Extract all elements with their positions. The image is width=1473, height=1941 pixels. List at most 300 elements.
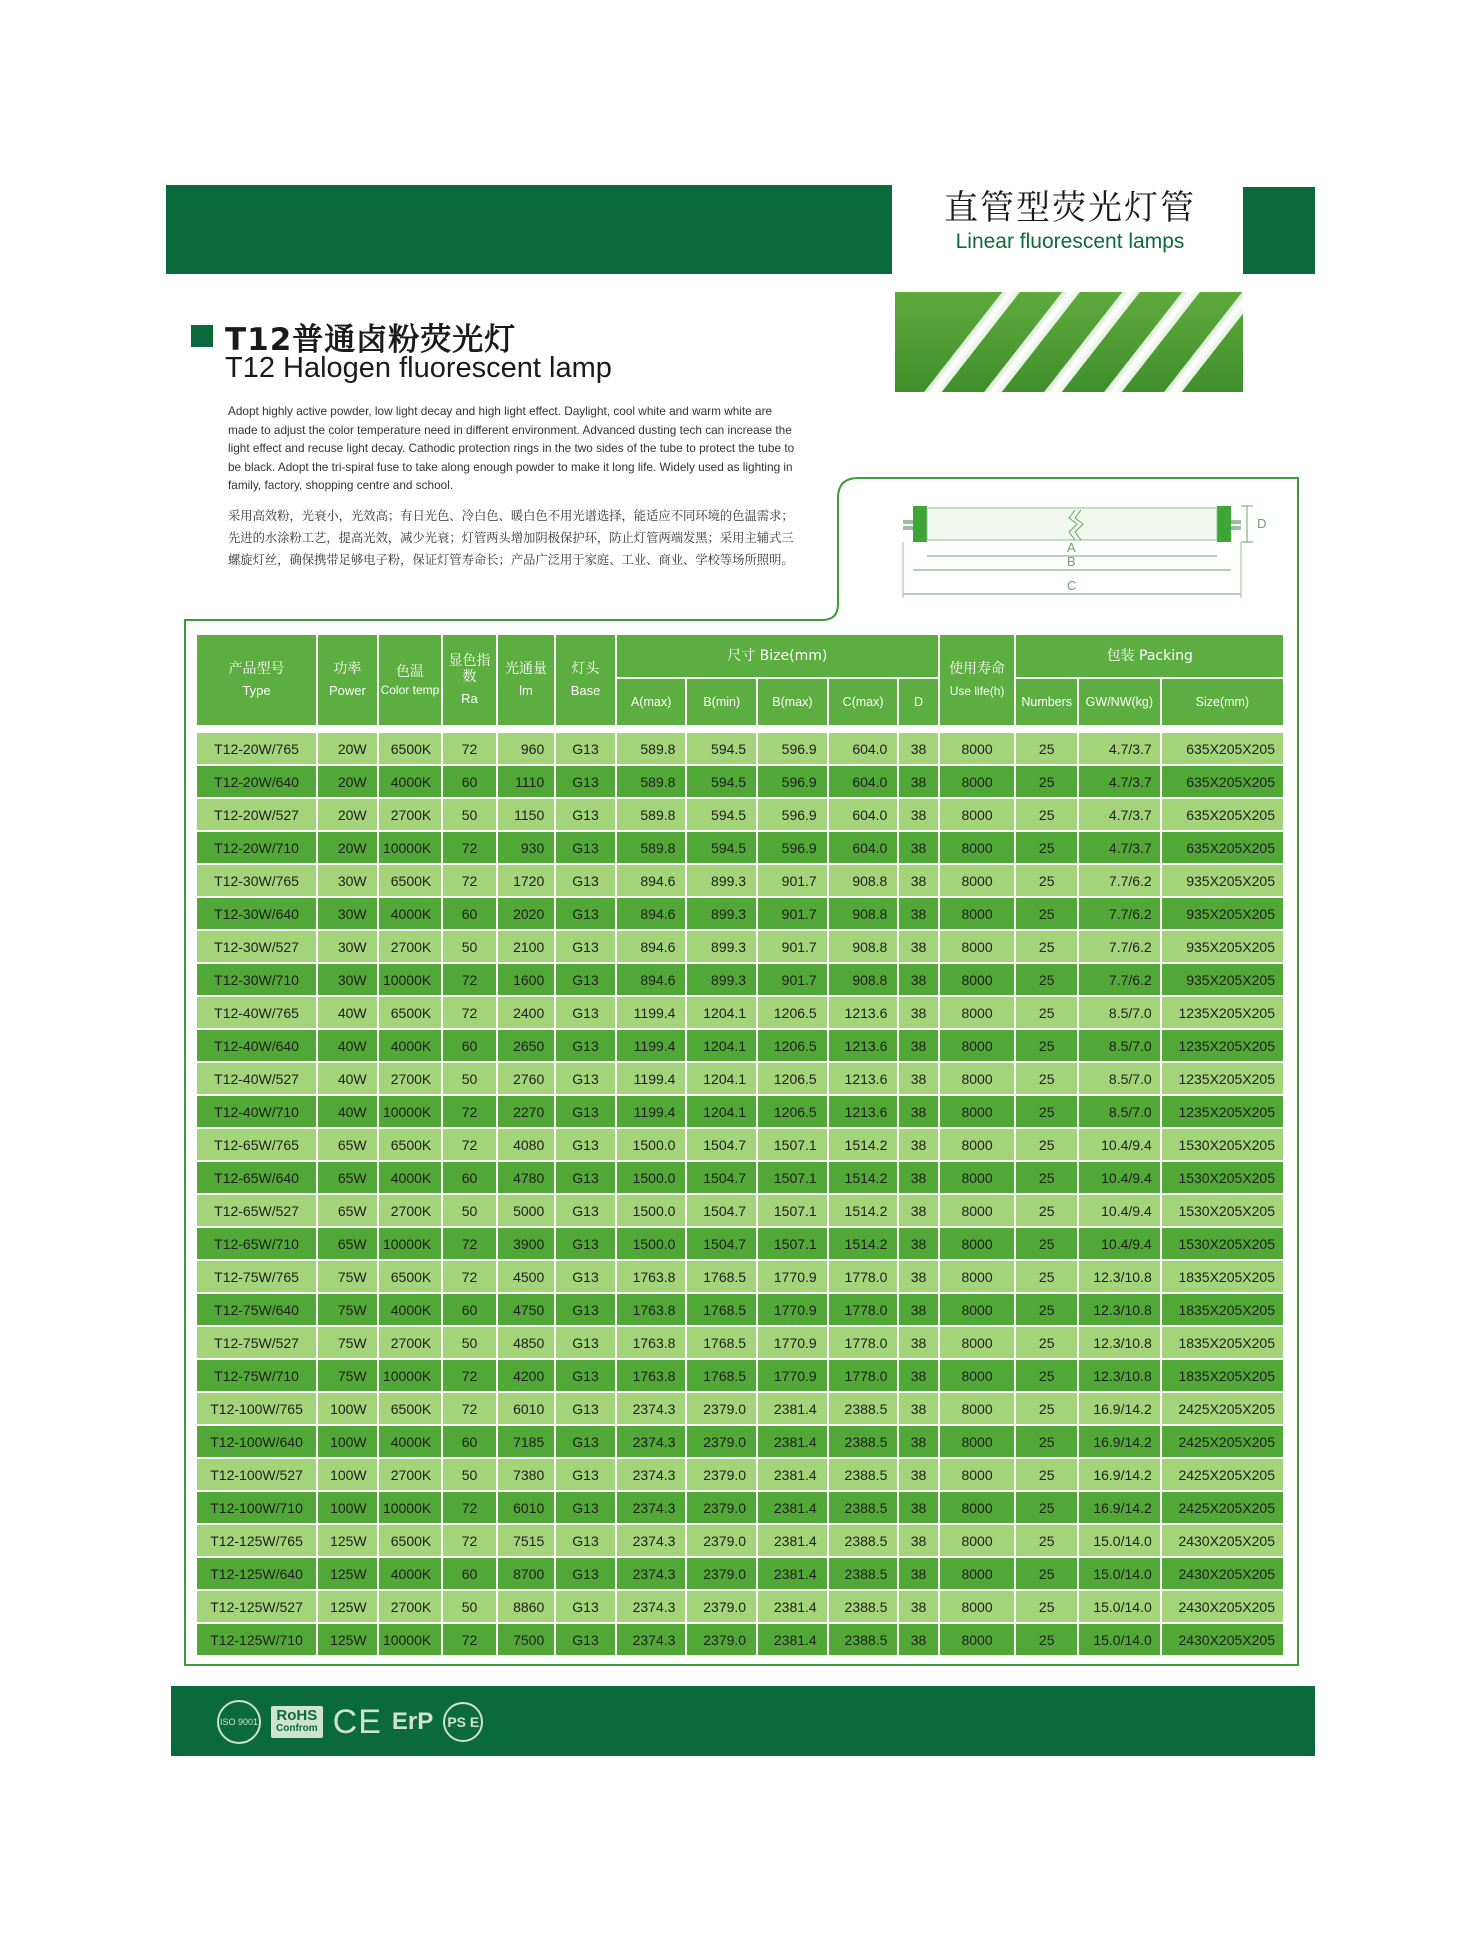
cell-b-min: 1504.7 — [687, 1129, 756, 1160]
cell-gw-nw: 4.7/3.7 — [1079, 832, 1160, 863]
cell-lumen: 1720 — [498, 865, 555, 896]
cell-lumen: 6010 — [498, 1393, 555, 1424]
cell-use-life: 8000 — [940, 832, 1015, 863]
cell-numbers: 25 — [1016, 865, 1077, 896]
cell-power: 40W — [318, 1063, 377, 1094]
cell-pack-size: 2425X205X205 — [1162, 1426, 1283, 1457]
cell-b-min: 1504.7 — [687, 1195, 756, 1226]
cell-type: T12-30W/765 — [197, 865, 316, 896]
col-use-life: 使用寿命 Use life(h) — [940, 635, 1015, 725]
cell-color-temp: 2700K — [379, 1063, 442, 1094]
cell-pack-size: 935X205X205 — [1162, 865, 1283, 896]
cell-gw-nw: 4.7/3.7 — [1079, 766, 1160, 797]
cell-power: 40W — [318, 1030, 377, 1061]
cell-c-max: 908.8 — [829, 898, 898, 929]
cell-b-max: 1507.1 — [758, 1162, 827, 1193]
cell-d: 38 — [899, 1525, 937, 1556]
cell-use-life: 8000 — [940, 1426, 1015, 1457]
cell-type: T12-20W/710 — [197, 832, 316, 863]
col-gw-nw: GW/NW(kg) — [1079, 679, 1160, 725]
cell-gw-nw: 7.7/6.2 — [1079, 931, 1160, 962]
cell-color-temp: 2700K — [379, 931, 442, 962]
cell-use-life: 8000 — [940, 1591, 1015, 1622]
cell-c-max: 1213.6 — [829, 1030, 898, 1061]
cell-c-max: 2388.5 — [829, 1558, 898, 1589]
cell-pack-size: 2430X205X205 — [1162, 1525, 1283, 1556]
cell-c-max: 1514.2 — [829, 1129, 898, 1160]
cell-b-min: 1768.5 — [687, 1360, 756, 1391]
cell-ra: 60 — [443, 1426, 495, 1457]
cell-b-min: 1768.5 — [687, 1327, 756, 1358]
cell-gw-nw: 10.4/9.4 — [1079, 1129, 1160, 1160]
cell-b-min: 594.5 — [687, 799, 756, 830]
cell-color-temp: 6500K — [379, 1393, 442, 1424]
cell-color-temp: 6500K — [379, 1261, 442, 1292]
cell-a-max: 589.8 — [617, 766, 686, 797]
cell-color-temp: 4000K — [379, 1294, 442, 1325]
cell-lumen: 2400 — [498, 997, 555, 1028]
cell-c-max: 604.0 — [829, 799, 898, 830]
cell-ra: 50 — [443, 799, 495, 830]
cell-power: 125W — [318, 1591, 377, 1622]
cell-ra: 60 — [443, 1294, 495, 1325]
cell-c-max: 908.8 — [829, 865, 898, 896]
cell-lumen: 2020 — [498, 898, 555, 929]
cell-lumen: 7380 — [498, 1459, 555, 1490]
cell-ra: 60 — [443, 1162, 495, 1193]
cell-c-max: 604.0 — [829, 766, 898, 797]
cell-gw-nw: 15.0/14.0 — [1079, 1525, 1160, 1556]
cell-pack-size: 2425X205X205 — [1162, 1393, 1283, 1424]
cell-pack-size: 1235X205X205 — [1162, 997, 1283, 1028]
cell-power: 75W — [318, 1327, 377, 1358]
cell-type: T12-30W/640 — [197, 898, 316, 929]
cell-pack-size: 935X205X205 — [1162, 931, 1283, 962]
cell-b-min: 2379.0 — [687, 1459, 756, 1490]
cell-gw-nw: 16.9/14.2 — [1079, 1492, 1160, 1523]
cell-pack-size: 635X205X205 — [1162, 766, 1283, 797]
erp-logo: ErP — [391, 1708, 434, 1735]
tube-cap-right — [1217, 506, 1231, 542]
cell-base: G13 — [556, 1525, 615, 1556]
cell-base: G13 — [556, 1030, 615, 1061]
table-row — [197, 1393, 1283, 1424]
cell-gw-nw: 16.9/14.2 — [1079, 1426, 1160, 1457]
cell-lumen: 4080 — [498, 1129, 555, 1160]
cell-ra: 50 — [443, 1459, 495, 1490]
cell-gw-nw: 15.0/14.0 — [1079, 1624, 1160, 1655]
cell-color-temp: 10000K — [379, 1096, 442, 1127]
cell-b-max: 1206.5 — [758, 1063, 827, 1094]
cell-use-life: 8000 — [940, 1459, 1015, 1490]
cell-b-max: 2381.4 — [758, 1624, 827, 1655]
cell-use-life: 8000 — [940, 1492, 1015, 1523]
cell-ra: 50 — [443, 1195, 495, 1226]
table-row — [197, 964, 1283, 995]
label-c: C — [1067, 578, 1077, 593]
cell-type: T12-100W/527 — [197, 1459, 316, 1490]
cell-b-max: 2381.4 — [758, 1558, 827, 1589]
spec-table-container — [195, 633, 1285, 1657]
cell-ra: 72 — [443, 865, 495, 896]
cell-color-temp: 4000K — [379, 1162, 442, 1193]
cell-power: 100W — [318, 1426, 377, 1457]
cell-lumen: 4200 — [498, 1360, 555, 1391]
cell-type: T12-125W/765 — [197, 1525, 316, 1556]
cell-color-temp: 2700K — [379, 1327, 442, 1358]
table-row — [197, 1228, 1283, 1259]
cell-b-min: 2379.0 — [687, 1591, 756, 1622]
cell-d: 38 — [899, 1393, 937, 1424]
cell-a-max: 2374.3 — [617, 1459, 686, 1490]
cell-d: 38 — [899, 766, 937, 797]
cell-ra: 72 — [443, 1624, 495, 1655]
cell-ra: 50 — [443, 1063, 495, 1094]
cell-b-min: 2379.0 — [687, 1393, 756, 1424]
cell-a-max: 894.6 — [617, 865, 686, 896]
cell-base: G13 — [556, 799, 615, 830]
cell-pack-size: 635X205X205 — [1162, 733, 1283, 764]
cell-numbers: 25 — [1016, 766, 1077, 797]
cell-gw-nw: 4.7/3.7 — [1079, 799, 1160, 830]
cell-d: 38 — [899, 1459, 937, 1490]
cell-a-max: 1199.4 — [617, 1030, 686, 1061]
cell-a-max: 589.8 — [617, 799, 686, 830]
category-title-en: Linear fluorescent lamps — [955, 230, 1185, 253]
col-power: 功率 Power — [318, 635, 377, 725]
cell-power: 75W — [318, 1294, 377, 1325]
cell-pack-size: 1530X205X205 — [1162, 1195, 1283, 1226]
table-row — [197, 898, 1283, 929]
cell-lumen: 1150 — [498, 799, 555, 830]
cell-gw-nw: 10.4/9.4 — [1079, 1228, 1160, 1259]
cell-b-max: 596.9 — [758, 766, 827, 797]
cell-pack-size: 2425X205X205 — [1162, 1459, 1283, 1490]
cell-power: 65W — [318, 1162, 377, 1193]
cell-numbers: 25 — [1016, 733, 1077, 764]
cell-base: G13 — [556, 1129, 615, 1160]
cell-pack-size: 1530X205X205 — [1162, 1228, 1283, 1259]
cell-lumen: 7185 — [498, 1426, 555, 1457]
cell-pack-size: 1235X205X205 — [1162, 1096, 1283, 1127]
cell-type: T12-75W/527 — [197, 1327, 316, 1358]
cell-c-max: 1514.2 — [829, 1162, 898, 1193]
cell-a-max: 2374.3 — [617, 1525, 686, 1556]
cell-b-min: 2379.0 — [687, 1525, 756, 1556]
tube-cap-left — [913, 506, 927, 542]
cell-gw-nw: 7.7/6.2 — [1079, 964, 1160, 995]
table-row — [197, 1162, 1283, 1193]
cell-numbers: 25 — [1016, 898, 1077, 929]
cell-use-life: 8000 — [940, 1096, 1015, 1127]
cell-color-temp: 6500K — [379, 1129, 442, 1160]
cell-a-max: 2374.3 — [617, 1492, 686, 1523]
cell-d: 38 — [899, 931, 937, 962]
cell-use-life: 8000 — [940, 733, 1015, 764]
cell-type: T12-125W/710 — [197, 1624, 316, 1655]
cell-b-max: 901.7 — [758, 865, 827, 896]
cell-use-life: 8000 — [940, 1360, 1015, 1391]
cell-base: G13 — [556, 997, 615, 1028]
cell-c-max: 1778.0 — [829, 1261, 898, 1292]
cell-pack-size: 935X205X205 — [1162, 964, 1283, 995]
cell-power: 125W — [318, 1624, 377, 1655]
cell-color-temp: 4000K — [379, 766, 442, 797]
rohs-logo: RoHS Confrom — [271, 1706, 323, 1738]
cell-b-min: 899.3 — [687, 898, 756, 929]
cell-type: T12-40W/710 — [197, 1096, 316, 1127]
cell-type: T12-20W/640 — [197, 766, 316, 797]
cell-type: T12-125W/640 — [197, 1558, 316, 1589]
cell-a-max: 2374.3 — [617, 1393, 686, 1424]
col-type: 产品型号 Type — [197, 635, 316, 725]
cell-use-life: 8000 — [940, 1393, 1015, 1424]
cell-numbers: 25 — [1016, 1393, 1077, 1424]
cell-gw-nw: 16.9/14.2 — [1079, 1393, 1160, 1424]
cell-lumen: 8700 — [498, 1558, 555, 1589]
cell-pack-size: 635X205X205 — [1162, 832, 1283, 863]
cell-a-max: 1763.8 — [617, 1327, 686, 1358]
table-row — [197, 1459, 1283, 1490]
cell-numbers: 25 — [1016, 1426, 1077, 1457]
cell-d: 38 — [899, 1096, 937, 1127]
cell-pack-size: 2430X205X205 — [1162, 1591, 1283, 1622]
cell-b-min: 2379.0 — [687, 1426, 756, 1457]
cell-use-life: 8000 — [940, 1327, 1015, 1358]
cell-color-temp: 10000K — [379, 964, 442, 995]
cell-lumen: 2270 — [498, 1096, 555, 1127]
cell-c-max: 908.8 — [829, 964, 898, 995]
cell-b-min: 1504.7 — [687, 1228, 756, 1259]
cell-d: 38 — [899, 1228, 937, 1259]
cell-b-max: 1206.5 — [758, 997, 827, 1028]
cell-lumen: 4850 — [498, 1327, 555, 1358]
cell-use-life: 8000 — [940, 766, 1015, 797]
cell-a-max: 589.8 — [617, 832, 686, 863]
cell-c-max: 2388.5 — [829, 1591, 898, 1622]
cell-a-max: 894.6 — [617, 931, 686, 962]
cell-numbers: 25 — [1016, 832, 1077, 863]
cell-d: 38 — [899, 898, 937, 929]
cell-lumen: 2650 — [498, 1030, 555, 1061]
cell-color-temp: 10000K — [379, 1360, 442, 1391]
col-b-max: B(max) — [758, 679, 827, 725]
cell-b-max: 2381.4 — [758, 1591, 827, 1622]
cell-type: T12-100W/710 — [197, 1492, 316, 1523]
col-lumen: 光通量 lm — [498, 635, 555, 725]
cell-base: G13 — [556, 1294, 615, 1325]
table-row — [197, 1591, 1283, 1622]
cell-ra: 72 — [443, 1261, 495, 1292]
cell-color-temp: 4000K — [379, 898, 442, 929]
cell-base: G13 — [556, 832, 615, 863]
cell-numbers: 25 — [1016, 1096, 1077, 1127]
cell-gw-nw: 8.5/7.0 — [1079, 1030, 1160, 1061]
cell-ra: 50 — [443, 931, 495, 962]
cell-type: T12-65W/710 — [197, 1228, 316, 1259]
cell-b-max: 1770.9 — [758, 1294, 827, 1325]
cell-gw-nw: 8.5/7.0 — [1079, 1063, 1160, 1094]
table-row — [197, 931, 1283, 962]
cell-b-min: 2379.0 — [687, 1558, 756, 1589]
cell-ra: 72 — [443, 1525, 495, 1556]
cell-ra: 72 — [443, 964, 495, 995]
cell-d: 38 — [899, 1591, 937, 1622]
cell-use-life: 8000 — [940, 865, 1015, 896]
table-row — [197, 1426, 1283, 1457]
table-row — [197, 1624, 1283, 1655]
cell-color-temp: 10000K — [379, 832, 442, 863]
table-row — [197, 799, 1283, 830]
cell-lumen: 6010 — [498, 1492, 555, 1523]
cell-color-temp: 2700K — [379, 1591, 442, 1622]
cell-base: G13 — [556, 1228, 615, 1259]
cell-pack-size: 2430X205X205 — [1162, 1558, 1283, 1589]
cell-b-min: 1204.1 — [687, 1030, 756, 1061]
cell-numbers: 25 — [1016, 1261, 1077, 1292]
cell-c-max: 1213.6 — [829, 1063, 898, 1094]
cell-d: 38 — [899, 1360, 937, 1391]
cell-d: 38 — [899, 832, 937, 863]
col-ra: 显色指数 Ra — [443, 635, 495, 725]
cell-b-max: 1507.1 — [758, 1228, 827, 1259]
cell-pack-size: 1235X205X205 — [1162, 1063, 1283, 1094]
cell-power: 30W — [318, 931, 377, 962]
cell-a-max: 2374.3 — [617, 1558, 686, 1589]
cell-power: 100W — [318, 1492, 377, 1523]
cell-b-max: 1770.9 — [758, 1327, 827, 1358]
cell-base: G13 — [556, 1624, 615, 1655]
col-a-max: A(max) — [617, 679, 686, 725]
cell-d: 38 — [899, 964, 937, 995]
cell-b-max: 901.7 — [758, 898, 827, 929]
cell-b-min: 594.5 — [687, 766, 756, 797]
cell-c-max: 1778.0 — [829, 1294, 898, 1325]
cell-lumen: 4780 — [498, 1162, 555, 1193]
cell-c-max: 2388.5 — [829, 1525, 898, 1556]
cell-color-temp: 6500K — [379, 1525, 442, 1556]
cell-gw-nw: 7.7/6.2 — [1079, 898, 1160, 929]
description-cn: 采用高效粉，光衰小，光效高；有日光色、冷白色、暖白色不用光谱选择，能适应不同环境的色温需求；先进的水涂粉工艺，提高光效，减少光衰；灯管两头增加阴极保护环，防止灯管两端发黑；采用主辅式三螺旋灯丝，确保携带足够电子粉，保证灯管寿命长；产品广泛用于家庭、工业、商业、学校等场所照明。 — [228, 509, 794, 567]
cell-d: 38 — [899, 1162, 937, 1193]
cell-a-max: 1500.0 — [617, 1195, 686, 1226]
cell-gw-nw: 15.0/14.0 — [1079, 1591, 1160, 1622]
cell-pack-size: 1835X205X205 — [1162, 1294, 1283, 1325]
cell-b-min: 1204.1 — [687, 1096, 756, 1127]
cell-gw-nw: 4.7/3.7 — [1079, 733, 1160, 764]
col-packing-group: 包装 Packing — [1016, 635, 1283, 677]
cell-c-max: 1213.6 — [829, 997, 898, 1028]
cell-power: 30W — [318, 964, 377, 995]
cell-power: 65W — [318, 1228, 377, 1259]
label-a: A — [1067, 540, 1076, 555]
cell-ra: 60 — [443, 1030, 495, 1061]
cell-base: G13 — [556, 898, 615, 929]
cell-numbers: 25 — [1016, 1492, 1077, 1523]
cell-use-life: 8000 — [940, 1525, 1015, 1556]
cell-ra: 72 — [443, 1129, 495, 1160]
cell-numbers: 25 — [1016, 1360, 1077, 1391]
cell-d: 38 — [899, 865, 937, 896]
cell-a-max: 894.6 — [617, 898, 686, 929]
cell-numbers: 25 — [1016, 1327, 1077, 1358]
cell-d: 38 — [899, 799, 937, 830]
cell-gw-nw: 12.3/10.8 — [1079, 1327, 1160, 1358]
cell-color-temp: 6500K — [379, 997, 442, 1028]
cell-b-max: 1507.1 — [758, 1195, 827, 1226]
cell-base: G13 — [556, 1492, 615, 1523]
cell-type: T12-40W/765 — [197, 997, 316, 1028]
cell-pack-size: 1530X205X205 — [1162, 1129, 1283, 1160]
cell-type: T12-100W/640 — [197, 1426, 316, 1457]
cell-power: 20W — [318, 832, 377, 863]
table-row — [197, 1294, 1283, 1325]
table-row — [197, 733, 1283, 764]
cell-b-max: 596.9 — [758, 799, 827, 830]
cell-ra: 72 — [443, 733, 495, 764]
col-c-max: C(max) — [829, 679, 898, 725]
cell-d: 38 — [899, 733, 937, 764]
cell-ra: 50 — [443, 1591, 495, 1622]
table-row — [197, 1096, 1283, 1127]
col-base: 灯头 Base — [556, 635, 615, 725]
cell-c-max: 1514.2 — [829, 1228, 898, 1259]
description-en: Adopt highly active powder, low light decay and high light effect. Daylight, cool white and warm white are made to adjust the color temperature need in different environment. Advanced dusting tech can increase the light effect and recuse light decay. Cathodic protection rings in the two sides of the tube to protect the tube to be black. Adopt the tri-spiral fuse to take along enough powder to make it long life. Widely used as lighting in family, factory, shopping centre and school. — [228, 404, 795, 492]
cell-numbers: 25 — [1016, 1624, 1077, 1655]
cell-numbers: 25 — [1016, 1129, 1077, 1160]
cell-use-life: 8000 — [940, 1030, 1015, 1061]
cell-base: G13 — [556, 1360, 615, 1391]
col-numbers: Numbers — [1016, 679, 1077, 725]
cell-color-temp: 2700K — [379, 1459, 442, 1490]
cell-base: G13 — [556, 964, 615, 995]
cell-base: G13 — [556, 1261, 615, 1292]
cell-c-max: 1213.6 — [829, 1096, 898, 1127]
cell-use-life: 8000 — [940, 1129, 1015, 1160]
cell-b-min: 899.3 — [687, 865, 756, 896]
cell-c-max: 2388.5 — [829, 1459, 898, 1490]
cell-b-min: 594.5 — [687, 733, 756, 764]
cell-type: T12-75W/640 — [197, 1294, 316, 1325]
cell-d: 38 — [899, 1129, 937, 1160]
cell-gw-nw: 12.3/10.8 — [1079, 1294, 1160, 1325]
cell-type: T12-40W/640 — [197, 1030, 316, 1061]
cell-use-life: 8000 — [940, 1162, 1015, 1193]
cell-b-max: 901.7 — [758, 964, 827, 995]
col-color-temp: 色温 Color temp — [379, 635, 442, 725]
cell-b-min: 2379.0 — [687, 1624, 756, 1655]
cell-d: 38 — [899, 1261, 937, 1292]
cell-power: 65W — [318, 1129, 377, 1160]
cell-color-temp: 10000K — [379, 1492, 442, 1523]
cell-type: T12-65W/765 — [197, 1129, 316, 1160]
cell-ra: 72 — [443, 1096, 495, 1127]
cell-color-temp: 2700K — [379, 1195, 442, 1226]
cell-d: 38 — [899, 1195, 937, 1226]
cell-numbers: 25 — [1016, 799, 1077, 830]
section-title-cn: T12普通卤粉荧光灯 — [225, 322, 517, 358]
cell-power: 125W — [318, 1525, 377, 1556]
cell-gw-nw: 10.4/9.4 — [1079, 1162, 1160, 1193]
cell-power: 100W — [318, 1393, 377, 1424]
cell-base: G13 — [556, 931, 615, 962]
tube-dimension-diagram — [885, 498, 1275, 616]
cell-pack-size: 1835X205X205 — [1162, 1261, 1283, 1292]
cell-numbers: 25 — [1016, 997, 1077, 1028]
cell-power: 30W — [318, 865, 377, 896]
cell-b-max: 901.7 — [758, 931, 827, 962]
cell-pack-size: 635X205X205 — [1162, 799, 1283, 830]
